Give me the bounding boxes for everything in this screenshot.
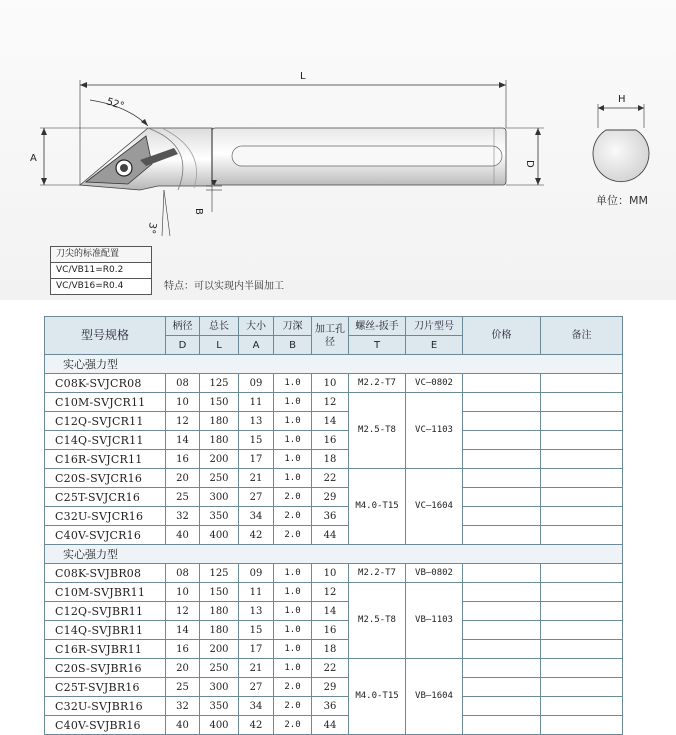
note-cell [541,507,623,526]
bore-cell: 29 [312,678,349,697]
l-cell: 250 [200,469,239,488]
price-cell [463,374,541,393]
d-cell: 16 [166,450,200,469]
a-cell: 17 [239,640,274,659]
screw-cell: M4.0-T15 [349,469,406,545]
bore-cell: 10 [312,374,349,393]
b-cell: 1.0 [274,659,312,678]
b-cell: 2.0 [274,697,312,716]
l-cell: 180 [200,621,239,640]
bore-cell: 36 [312,697,349,716]
a-cell: 27 [239,678,274,697]
header-d: 柄径 [166,317,200,336]
b-cell: 1.0 [274,412,312,431]
d-cell: 10 [166,393,200,412]
a-cell: 42 [239,526,274,545]
table-row [45,488,623,507]
label-L: L [300,71,306,82]
model-cell: C08K-SVJCR08 [45,374,166,393]
b-cell: 1.0 [274,640,312,659]
bore-cell: 16 [312,431,349,450]
insert-cell: VB—0802 [406,564,463,583]
bore-cell: 14 [312,602,349,621]
price-cell [463,602,541,621]
l-cell: 250 [200,659,239,678]
subheader-e: E [406,336,463,355]
b-cell: 1.0 [274,469,312,488]
note-cell [541,678,623,697]
bore-cell: 22 [312,469,349,488]
price-cell [463,564,541,583]
label-A: A [30,153,37,164]
tip-spec-box [50,246,152,295]
a-cell: 34 [239,697,274,716]
table-row [45,678,623,697]
bore-cell: 18 [312,640,349,659]
b-cell: 2.0 [274,507,312,526]
d-cell: 40 [166,526,200,545]
b-cell: 1.0 [274,431,312,450]
note-cell [541,621,623,640]
header-t: 螺丝-扳手 [349,317,406,336]
b-cell: 2.0 [274,678,312,697]
a-cell: 27 [239,488,274,507]
d-cell: 16 [166,640,200,659]
bore-cell: 12 [312,393,349,412]
b-cell: 1.0 [274,583,312,602]
insert-cell: VB—1604 [406,659,463,735]
table-row [45,564,623,583]
note-cell [541,602,623,621]
l-cell: 200 [200,640,239,659]
price-cell [463,412,541,431]
table-row [45,507,623,526]
price-cell [463,431,541,450]
price-cell [463,678,541,697]
unit-label: 单位：MM [596,194,648,207]
note-cell [541,431,623,450]
spec-table [44,316,623,735]
bore-cell: 44 [312,716,349,735]
note-cell [541,659,623,678]
a-cell: 15 [239,431,274,450]
header-a: 大小 [239,317,274,336]
model-cell: C32U-SVJBR16 [45,697,166,716]
l-cell: 150 [200,393,239,412]
l-cell: 150 [200,583,239,602]
a-cell: 34 [239,507,274,526]
header-note: 备注 [541,317,623,355]
d-cell: 14 [166,621,200,640]
model-cell: C12Q-SVJBR11 [45,602,166,621]
a-cell: 11 [239,393,274,412]
b-cell: 1.0 [274,564,312,583]
price-cell [463,526,541,545]
table-row [45,450,623,469]
a-cell: 17 [239,450,274,469]
model-cell: C16R-SVJCR11 [45,450,166,469]
label-B: B [193,208,204,215]
group-title: 实心强力型 [45,355,623,374]
header-price: 价格 [463,317,541,355]
price-cell [463,507,541,526]
angle-52: 52° [105,96,126,113]
end-view [593,130,649,182]
header-e: 刀片型号 [406,317,463,336]
table-row [45,393,623,412]
a-cell: 13 [239,602,274,621]
table-row [45,583,623,602]
insert-cell: VB—1103 [406,583,463,659]
note-cell [541,412,623,431]
l-cell: 400 [200,716,239,735]
note-cell [541,469,623,488]
bore-cell: 36 [312,507,349,526]
l-cell: 180 [200,602,239,621]
model-cell: C10M-SVJCR11 [45,393,166,412]
price-cell [463,583,541,602]
b-cell: 2.0 [274,488,312,507]
group-title: 实心强力型 [45,545,623,564]
l-cell: 350 [200,507,239,526]
note-cell [541,640,623,659]
a-cell: 15 [239,621,274,640]
b-cell: 1.0 [274,621,312,640]
angle-3: 3° [145,221,158,235]
model-cell: C14Q-SVJCR11 [45,431,166,450]
header-model: 型号规格 [45,317,166,355]
subheader-b: B [274,336,312,355]
bore-cell: 12 [312,583,349,602]
label-D: D [524,160,535,168]
b-cell: 2.0 [274,526,312,545]
model-cell: C08K-SVJBR08 [45,564,166,583]
price-cell [463,450,541,469]
table-row [45,716,623,735]
d-cell: 25 [166,678,200,697]
l-cell: 200 [200,450,239,469]
note-cell [541,450,623,469]
b-cell: 1.0 [274,374,312,393]
model-cell: C14Q-SVJBR11 [45,621,166,640]
price-cell [463,488,541,507]
bore-cell: 10 [312,564,349,583]
model-cell: C20S-SVJBR16 [45,659,166,678]
screw-cell: M2.2-T7 [349,374,406,393]
d-cell: 08 [166,374,200,393]
table-row [45,431,623,450]
note-cell [541,393,623,412]
b-cell: 1.0 [274,602,312,621]
model-cell: C25T-SVJBR16 [45,678,166,697]
d-cell: 12 [166,602,200,621]
spec-table-body [45,355,623,735]
bore-cell: 18 [312,450,349,469]
note-cell [541,526,623,545]
tip-spec-title: 刀尖的标准配置 [51,247,151,262]
bore-cell: 14 [312,412,349,431]
d-cell: 08 [166,564,200,583]
d-cell: 40 [166,716,200,735]
tip-spec-line: VC/VB11=R0.2 [51,262,151,278]
l-cell: 400 [200,526,239,545]
note-cell [541,697,623,716]
price-cell [463,640,541,659]
subheader-a: A [239,336,274,355]
table-row [45,659,623,678]
model-cell: C32U-SVJCR16 [45,507,166,526]
l-cell: 180 [200,412,239,431]
note-cell [541,583,623,602]
insert-cell: VC—1103 [406,393,463,469]
d-cell: 32 [166,697,200,716]
d-cell: 25 [166,488,200,507]
d-cell: 20 [166,659,200,678]
table-row [45,469,623,488]
d-cell: 20 [166,469,200,488]
a-cell: 21 [239,659,274,678]
d-cell: 10 [166,583,200,602]
table-row [45,640,623,659]
a-cell: 11 [239,583,274,602]
screw-cell: M2.2-T7 [349,564,406,583]
b-cell: 1.0 [274,450,312,469]
table-row [45,374,623,393]
model-cell: C10M-SVJBR11 [45,583,166,602]
d-cell: 32 [166,507,200,526]
a-cell: 21 [239,469,274,488]
table-row [45,602,623,621]
insert-cell: VC—0802 [406,374,463,393]
d-cell: 12 [166,412,200,431]
subheader-l: L [200,336,239,355]
model-cell: C40V-SVJCR16 [45,526,166,545]
bore-cell: 22 [312,659,349,678]
b-cell: 1.0 [274,393,312,412]
price-cell [463,469,541,488]
bore-cell: 44 [312,526,349,545]
bore-cell: 29 [312,488,349,507]
l-cell: 300 [200,678,239,697]
table-row [45,412,623,431]
feature-note: 特点：可以实现内半圆加工 [164,281,284,292]
l-cell: 180 [200,431,239,450]
price-cell [463,659,541,678]
l-cell: 125 [200,374,239,393]
l-cell: 125 [200,564,239,583]
header-l: 总长 [200,317,239,336]
note-cell [541,564,623,583]
screw-cell: M2.5-T8 [349,393,406,469]
subheader-d: D [166,336,200,355]
table-row [45,697,623,716]
note-cell [541,716,623,735]
model-cell: C16R-SVJBR11 [45,640,166,659]
model-cell: C20S-SVJCR16 [45,469,166,488]
l-cell: 350 [200,697,239,716]
model-cell: C25T-SVJCR16 [45,488,166,507]
price-cell [463,393,541,412]
table-row [45,526,623,545]
insert-cell: VC—1604 [406,469,463,545]
label-H: H [618,94,626,105]
a-cell: 09 [239,564,274,583]
l-cell: 300 [200,488,239,507]
note-cell [541,488,623,507]
model-cell: C40V-SVJBR16 [45,716,166,735]
subheader-t: T [349,336,406,355]
price-cell [463,621,541,640]
screw-cell: M4.0-T15 [349,659,406,735]
price-cell [463,716,541,735]
header-b: 刀深 [274,317,312,336]
header-bore: 加工孔径 [312,317,349,355]
b-cell: 2.0 [274,716,312,735]
table-row [45,621,623,640]
a-cell: 42 [239,716,274,735]
a-cell: 13 [239,412,274,431]
tip-spec-line: VC/VB16=R0.4 [51,278,151,294]
price-cell [463,697,541,716]
model-cell: C12Q-SVJCR11 [45,412,166,431]
a-cell: 09 [239,374,274,393]
bore-cell: 16 [312,621,349,640]
note-cell [541,374,623,393]
screw-cell: M2.5-T8 [349,583,406,659]
d-cell: 14 [166,431,200,450]
